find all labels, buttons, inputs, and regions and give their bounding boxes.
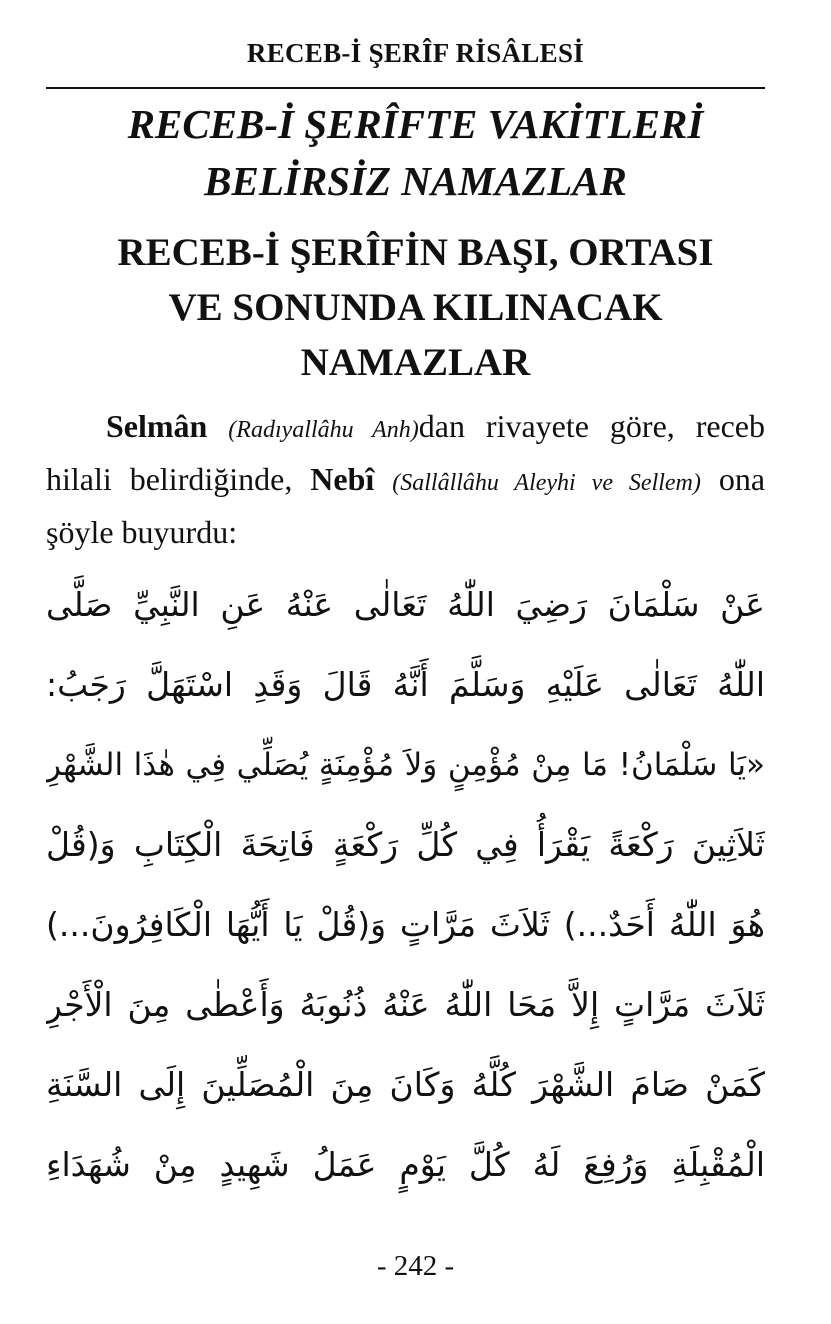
section-title-line-2: BELİRSİZ NAMAZLAR: [204, 158, 627, 204]
arabic-line: كَمَنْ صَامَ الشَّهْرَ كُلَّهُ وَكَانَ مِنَ الْمُصَلِّينَ إِلَى السَّنَةِ: [46, 1065, 765, 1104]
honorific-narrator: (Radıyallâhu Anh): [228, 417, 419, 443]
arabic-line: هُوَ اللّٰهُ أَحَدٌ...) ثَلاَثَ مَرَّاتٍ وَ(قُلْ يَا أَيُّهَا الْكَافِرُونَ...): [46, 905, 765, 944]
subsection-title-line-1: RECEB-İ ŞERÎFİN BAŞI, ORTASI: [117, 231, 714, 274]
subsection-title: [0, 225, 831, 390]
header-rule: [46, 87, 765, 89]
intro-text-2: ona şöyle buyurdu:: [46, 461, 766, 550]
prophet-name: Nebî: [310, 461, 375, 497]
arabic-hadith-text: [46, 565, 765, 1205]
subsection-title-line-3: NAMAZLAR: [300, 341, 531, 384]
page-number: - 242 -: [376, 1250, 455, 1282]
honorific-prophet: (Sallâllâhu Aleyhi ve Sellem): [392, 470, 701, 496]
arabic-line: اللّٰهُ تَعَالٰى عَلَيْهِ وَسَلَّمَ أَنَّهُ قَالَ وَقَدِ اسْتَهَلَّ رَجَبُ:: [46, 665, 765, 704]
running-head: RECEB-İ ŞERÎF RİSÂLESİ: [246, 38, 585, 68]
arabic-line: «يَا سَلْمَانُ! مَا مِنْ مُؤْمِنٍ وَلاَ مُؤْمِنَةٍ يُصَلِّي فِي هٰذَا الشَّهْرِ: [46, 747, 765, 783]
section-title-line-1: RECEB-İ ŞERÎFTE VAKİTLERİ: [127, 101, 704, 147]
arabic-line: عَنْ سَلْمَانَ رَضِيَ اللّٰهُ تَعَالٰى عَنْهُ عَنِ النَّبِيِّ صَلَّى: [46, 585, 765, 624]
intro-text-1: dan rivayete göre, receb hilali belirdiğinde,: [46, 408, 766, 497]
arabic-line: ثَلاَثِينَ رَكْعَةً يَقْرَأُ فِي كُلِّ رَكْعَةٍ فَاتِحَةَ الْكِتَابِ وَ(قُلْ: [46, 825, 765, 864]
section-title: [0, 96, 831, 210]
arabic-line: الْمُقْبِلَةِ وَرُفِعَ لَهُ كُلَّ يَوْمٍ عَمَلُ شَهِيدٍ مِنْ شُهَدَاءِ: [46, 1145, 765, 1184]
subsection-title-line-2: VE SONUNDA KILINACAK: [168, 286, 663, 329]
intro-paragraph: [46, 402, 765, 557]
narrator-name: Selmân: [106, 408, 208, 444]
arabic-line: ثَلاَثَ مَرَّاتٍ إِلاَّ مَحَا اللّٰهُ عَنْهُ ذُنُوبَهُ وَأَعْطٰى مِنَ الْأَجْرِ: [46, 985, 765, 1024]
